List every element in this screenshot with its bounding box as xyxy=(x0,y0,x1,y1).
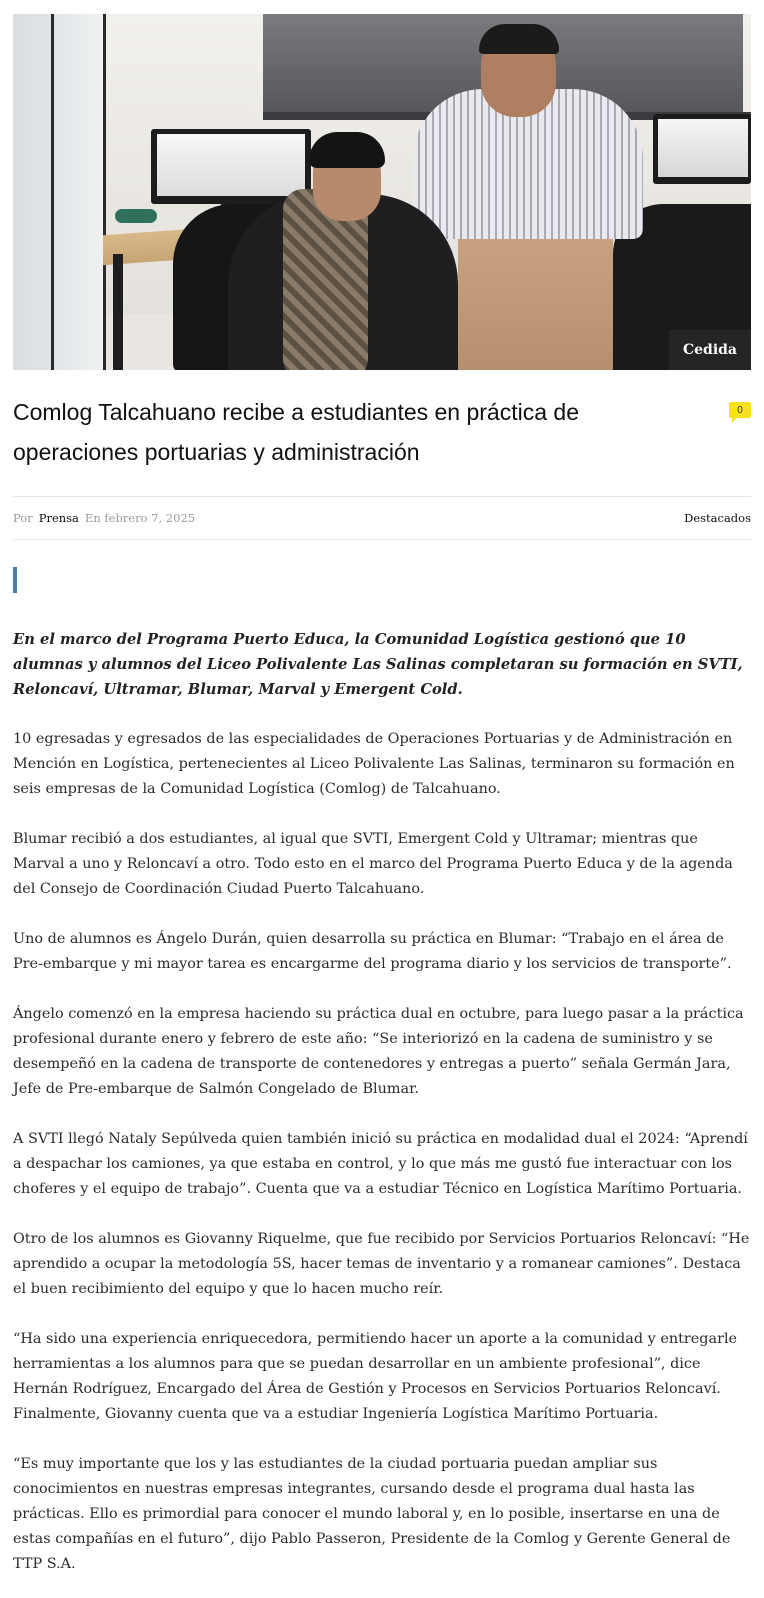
photo-desk-phone xyxy=(115,209,157,223)
photo-caption: Cedida xyxy=(669,330,751,370)
photo-monitor-right xyxy=(653,114,751,184)
comment-count-badge[interactable]: 0 xyxy=(729,402,751,418)
publish-date: En febrero 7, 2025 xyxy=(84,511,196,525)
hero-photo xyxy=(13,14,751,370)
photo-person-seated-hair xyxy=(309,132,385,168)
article-paragraph: 10 egresadas y egresados de las especialidades de Operaciones Portuarias y de Administración en Mención en Logística, pertenecientes al Liceo Polivalente Las Salinas, terminaron su formación en seis empresas de la Comunidad Logística (Comlog) de Talcahuano. xyxy=(13,731,735,797)
article-meta xyxy=(13,496,751,540)
article-paragraph: “Ha sido una experiencia enriquecedora, permitiendo hacer un aporte a la comunidad y entregarle herramientas a los alumnos para que se puedan desarrollar en un ambiente profesional”, dice Hernán Rodríguez, Encargado del Área de Gestión y Procesos en Servicios Portuarios Reloncaví. Finalmente, Giovanny cuenta que va a estudiar Ingeniería Logística Marítimo Portuaria. xyxy=(13,1331,738,1422)
photo-person-standing-pants xyxy=(458,229,613,370)
article-paragraph: “Es muy importante que los y las estudiantes de la ciudad portuaria puedan ampliar sus conocimientos en nuestras empresas integrantes, cursando desde el programa dual hasta las prácticas. Ello es primordial para conocer el mundo laboral y, en lo posible, insertarse en una de estas compañías en el futuro”, dijo Pablo Passeron, Presidente de la Comlog y Gerente General de TTP S.A. xyxy=(13,1456,731,1572)
photo-monitor xyxy=(151,129,311,204)
article-paragraph: Uno de alumnos es Ángelo Durán, quien desarrolla su práctica en Blumar: “Trabajo en el área de Pre-embarque y mi mayor tarea es encargarme del programa diario y los servicios de transporte”. xyxy=(13,931,732,972)
title-row xyxy=(13,392,751,472)
photo-person-standing-hair xyxy=(479,24,559,54)
article-paragraph: A SVTI llegó Nataly Sepúlveda quien también inició su práctica en modalidad dual el 2024: “Aprendí a despachar los camiones, ya que estaba en control, y lo que más me gustó fue interactuar con los choferes y el equipo de trabajo”. Cuenta que va a estudiar Técnico en Logística Marítimo Portuaria. xyxy=(13,1131,748,1197)
article-title: Comlog Talcahuano recibe a estudiantes en práctica de operaciones portuarias y administración xyxy=(13,399,579,465)
accent-bar xyxy=(13,567,17,593)
article-paragraph: Otro de los alumnos es Giovanny Riquelme, que fue recibido por Servicios Portuarios Reloncaví: “He aprendido a ocupar la metodología 5S, hacer temas de inventario y a romanear camiones”. Destaca el buen recibimiento del equipo y que lo hacen mucho reír. xyxy=(13,1231,750,1297)
photo-desk-leg xyxy=(113,254,123,370)
author-link[interactable]: Prensa xyxy=(38,511,79,525)
article-container xyxy=(13,14,751,1577)
category-link[interactable]: Destacados xyxy=(684,511,751,525)
photo-window xyxy=(13,14,106,370)
meta-left xyxy=(13,511,195,525)
article-paragraph: Blumar recibió a dos estudiantes, al igual que SVTI, Emergent Cold y Ultramar; mientras que Marval a uno y Reloncaví a otro. Todo esto en el marco del Programa Puerto Educa y de la agenda del Consejo de Coordinación Ciudad Puerto Talcahuano. xyxy=(13,831,733,897)
article-paragraph: Ángelo comenzó en la empresa haciendo su práctica dual en octubre, para luego pasar a la práctica profesional durante enero y febrero de este año: “Se interiorizó en la cadena de suministro y se desempeñó en la cadena de transporte de contenedores y entregas a puerto” señala Germán Jara, Jefe de Pre-embarque de Salmón Congelado de Blumar. xyxy=(13,1006,744,1097)
by-label: Por xyxy=(13,511,33,525)
photo-window-frame xyxy=(51,14,54,370)
article-lead: En el marco del Programa Puerto Educa, la Comunidad Logística gestionó que 10 alumnas y alumnos del Liceo Polivalente Las Salinas completaran su formación en SVTI, Reloncaví, Ultramar, Blumar, Marval y Emergent Cold. xyxy=(13,631,743,698)
